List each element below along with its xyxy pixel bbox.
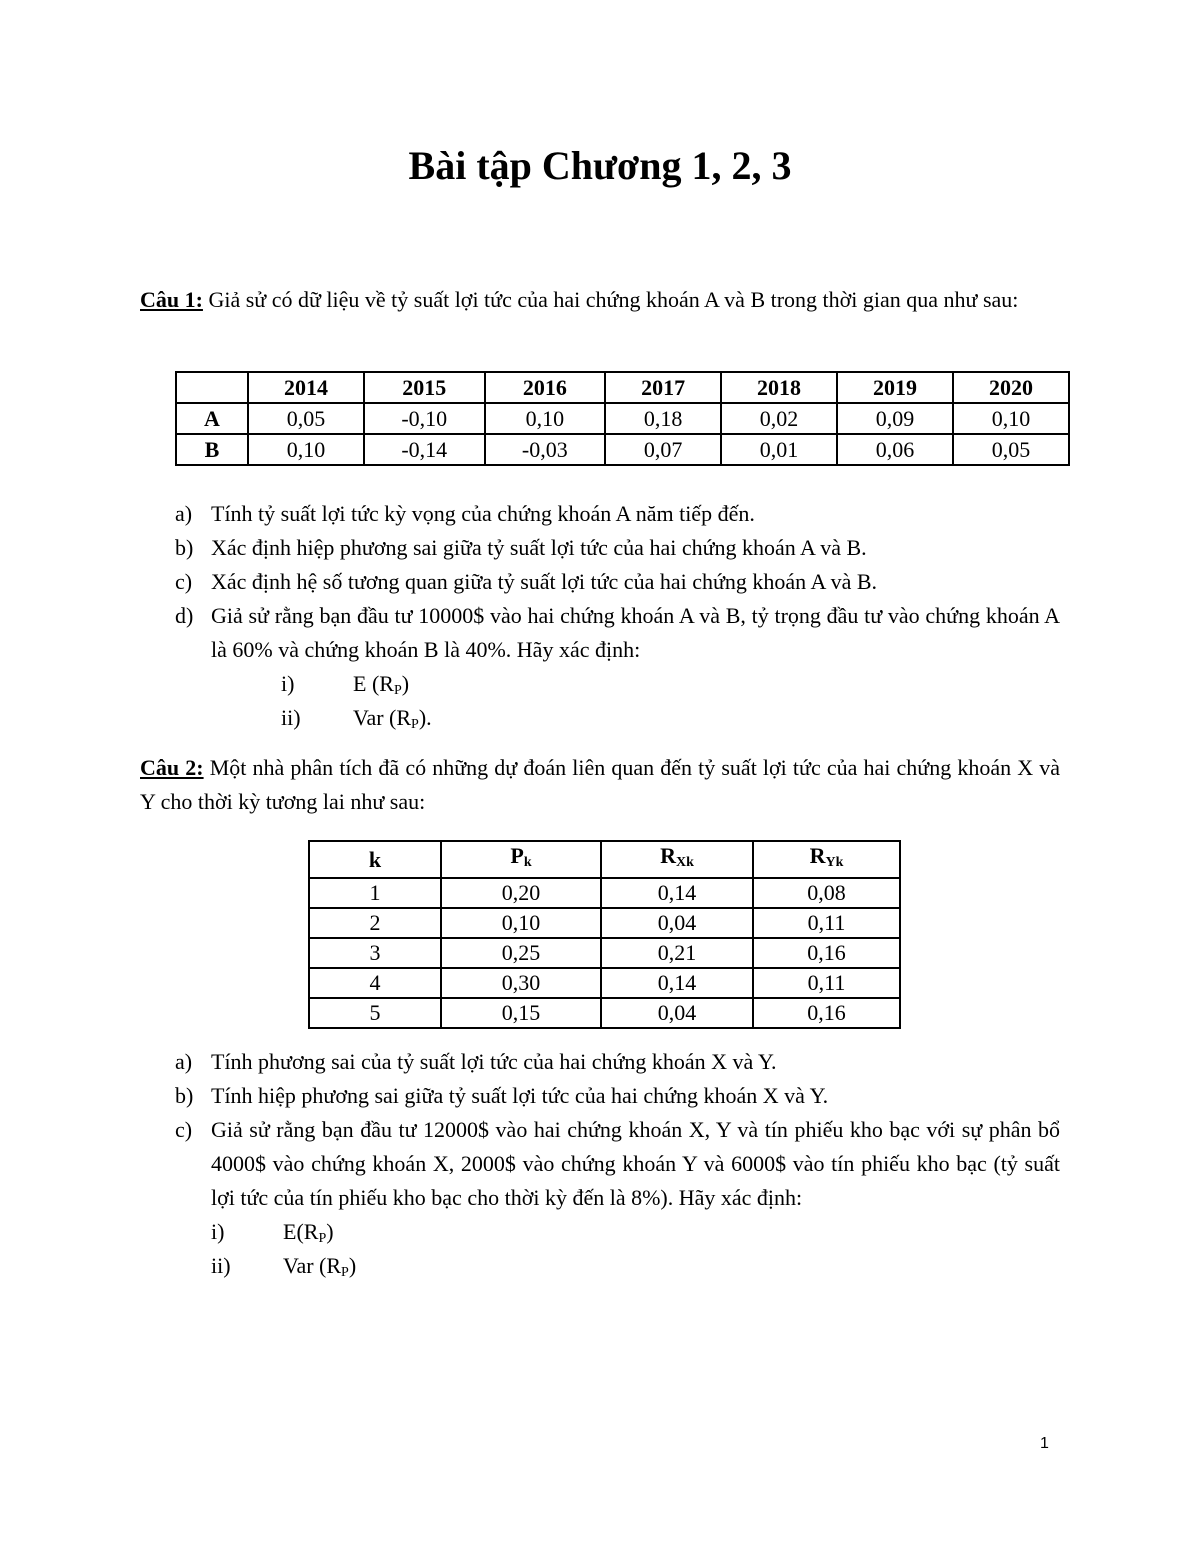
row-label: A (176, 403, 248, 434)
table-row (176, 403, 1069, 434)
list-item (175, 531, 1060, 565)
sub-list-item (175, 1215, 1060, 1249)
header-k (309, 841, 441, 878)
table-cell: 0,16 (753, 938, 900, 968)
sub-list-text (353, 701, 432, 742)
table-cell: 0,14 (601, 878, 753, 908)
q2-forecast-table (308, 840, 901, 1029)
table-cell: 0,10 (248, 434, 364, 465)
list-item-text: Tính hiệp phương sai giữa tỷ suất lợi tức của hai chứng khoán X và Y. (211, 1083, 829, 1108)
list-item (175, 565, 1060, 599)
sub-list-marker: ii) (211, 1253, 231, 1278)
formula-subscript: P (341, 1265, 349, 1280)
table-cell: 0,04 (601, 998, 753, 1028)
table-cell: 0,10 (953, 403, 1069, 434)
table-cell: 0,25 (441, 938, 601, 968)
table-cell: 0,02 (721, 403, 837, 434)
q2-label: Câu 2: (140, 755, 204, 780)
table-cell: 2 (309, 908, 441, 938)
formula-suffix: ). (418, 705, 432, 730)
q2-intro-text: Một nhà phân tích đã có những dự đoán liên quan đến tỷ suất lợi tức của hai chứng khoán X và Y cho thời kỳ tương lai như sau: (140, 755, 1061, 814)
table-cell: 0,15 (441, 998, 601, 1028)
q1-intro-text: Giả sử có dữ liệu về tỷ suất lợi tức của hai chứng khoán A và B trong thời gian qua như sau: (202, 287, 1019, 312)
list-item-text: Giả sử rằng bạn đầu tư 10000$ vào hai chứng khoán A và B, tỷ trọng đầu tư vào chứng khoán A là 60% và chứng khoán B là 40%. Hãy xác định: (211, 603, 1060, 662)
sub-list-text (283, 1249, 356, 1290)
header-return-x (601, 841, 753, 878)
table-row (309, 938, 900, 968)
list-item-text: Giả sử rằng bạn đầu tư 12000$ vào hai chứng khoán X, Y và tín phiếu kho bạc với sự phân bổ 4000$ vào chứng khoán X, 2000$ vào chứng khoán Y và 6000$ vào tín phiếu kho bạc (tỷ suất lợi tức của tín phiếu kho bạc cho thời kỳ đến là 8%). Hãy xác định: (211, 1117, 1060, 1210)
q2-task-list (175, 1045, 1060, 1283)
list-marker: b) (175, 1083, 194, 1108)
formula-suffix: ) (326, 1219, 334, 1244)
year-header: 2019 (837, 372, 953, 403)
table-cell: 0,11 (753, 908, 900, 938)
sub-list-marker: i) (281, 671, 295, 696)
header-text: P (510, 843, 524, 868)
year-header: 2014 (248, 372, 364, 403)
formula-prefix: Var (R (353, 705, 412, 730)
q1-intro (140, 283, 1060, 317)
page-number: 1 (1040, 1435, 1049, 1452)
table-cell: 0,16 (753, 998, 900, 1028)
list-marker: a) (175, 501, 193, 526)
list-marker: d) (175, 603, 194, 628)
list-item (175, 497, 1060, 531)
table-cell: 0,09 (837, 403, 953, 434)
formula-prefix: E (R (353, 671, 394, 696)
table-cell: 0,04 (601, 908, 753, 938)
sub-list-item (175, 1249, 1060, 1283)
table-cell: 0,30 (441, 968, 601, 998)
table-cell: 0,05 (953, 434, 1069, 465)
list-marker: a) (175, 1049, 193, 1074)
table-header-row (176, 372, 1069, 403)
year-header: 2020 (953, 372, 1069, 403)
sub-list-marker: ii) (281, 705, 301, 730)
sub-list-item (175, 701, 1060, 735)
list-item (175, 1113, 1060, 1215)
table-cell: -0,14 (364, 434, 485, 465)
list-item-text: Tính tỷ suất lợi tức kỳ vọng của chứng khoán A năm tiếp đến. (211, 501, 755, 526)
header-subscript: k (523, 855, 532, 870)
list-item (175, 599, 1060, 667)
list-item-text: Xác định hiệp phương sai giữa tỷ suất lợi tức của hai chứng khoán A và B. (211, 535, 867, 560)
header-probability (441, 841, 601, 878)
formula-suffix: ) (348, 1253, 357, 1278)
page-title: Bài tập Chương 1, 2, 3 (408, 143, 792, 188)
formula-subscript: P (393, 683, 402, 698)
year-header: 2016 (485, 372, 606, 403)
list-item-text: Xác định hệ số tương quan giữa tỷ suất lợi tức của hai chứng khoán A và B. (211, 569, 878, 594)
header-text: k (368, 846, 382, 872)
table-cell: 1 (309, 878, 441, 908)
q1-task-list (175, 497, 1060, 735)
table-cell: 0,14 (601, 968, 753, 998)
table-cell: 0,10 (441, 908, 601, 938)
table-row (309, 908, 900, 938)
formula-suffix: ) (401, 671, 410, 696)
table-row (309, 878, 900, 908)
table-row (309, 968, 900, 998)
header-text: R (809, 843, 826, 868)
year-header: 2017 (605, 372, 721, 403)
table-cell: 0,07 (605, 434, 721, 465)
list-marker: c) (175, 1117, 193, 1142)
table-cell: 0,11 (753, 968, 900, 998)
list-item-text: Tính phương sai của tỷ suất lợi tức của hai chứng khoán X và Y. (211, 1049, 777, 1074)
list-item (175, 1045, 1060, 1079)
table-corner-cell (176, 372, 248, 403)
q1-returns-table (175, 371, 1070, 466)
header-subscript: Xk (675, 855, 694, 870)
table-header-row (309, 841, 900, 878)
table-cell: 0,01 (721, 434, 837, 465)
table-cell: -0,10 (364, 403, 485, 434)
list-marker: b) (175, 535, 194, 560)
q2-intro (140, 751, 1060, 819)
table-cell: 0,10 (485, 403, 606, 434)
table-cell: 5 (309, 998, 441, 1028)
formula-subscript: P (411, 717, 419, 732)
table-cell: 0,06 (837, 434, 953, 465)
formula-prefix: Var (R (283, 1253, 342, 1278)
sub-list-marker: i) (211, 1219, 225, 1244)
table-row (176, 434, 1069, 465)
year-header: 2015 (364, 372, 485, 403)
table-cell: 0,08 (753, 878, 900, 908)
table-cell: -0,03 (485, 434, 606, 465)
year-header: 2018 (721, 372, 837, 403)
header-return-y (753, 841, 900, 878)
header-text: R (660, 843, 676, 868)
row-label: B (176, 434, 248, 465)
table-cell: 4 (309, 968, 441, 998)
formula-prefix: E(R (283, 1219, 319, 1244)
header-subscript: Yk (825, 855, 844, 870)
table-cell: 3 (309, 938, 441, 968)
formula-subscript: P (318, 1231, 327, 1246)
table-row (309, 998, 900, 1028)
list-marker: c) (175, 569, 193, 594)
q1-label: Câu 1: (140, 287, 203, 312)
sub-list-item (175, 667, 1060, 701)
table-cell: 0,18 (605, 403, 721, 434)
table-cell: 0,21 (601, 938, 753, 968)
table-cell: 0,05 (248, 403, 364, 434)
table-cell: 0,20 (441, 878, 601, 908)
list-item (175, 1079, 1060, 1113)
